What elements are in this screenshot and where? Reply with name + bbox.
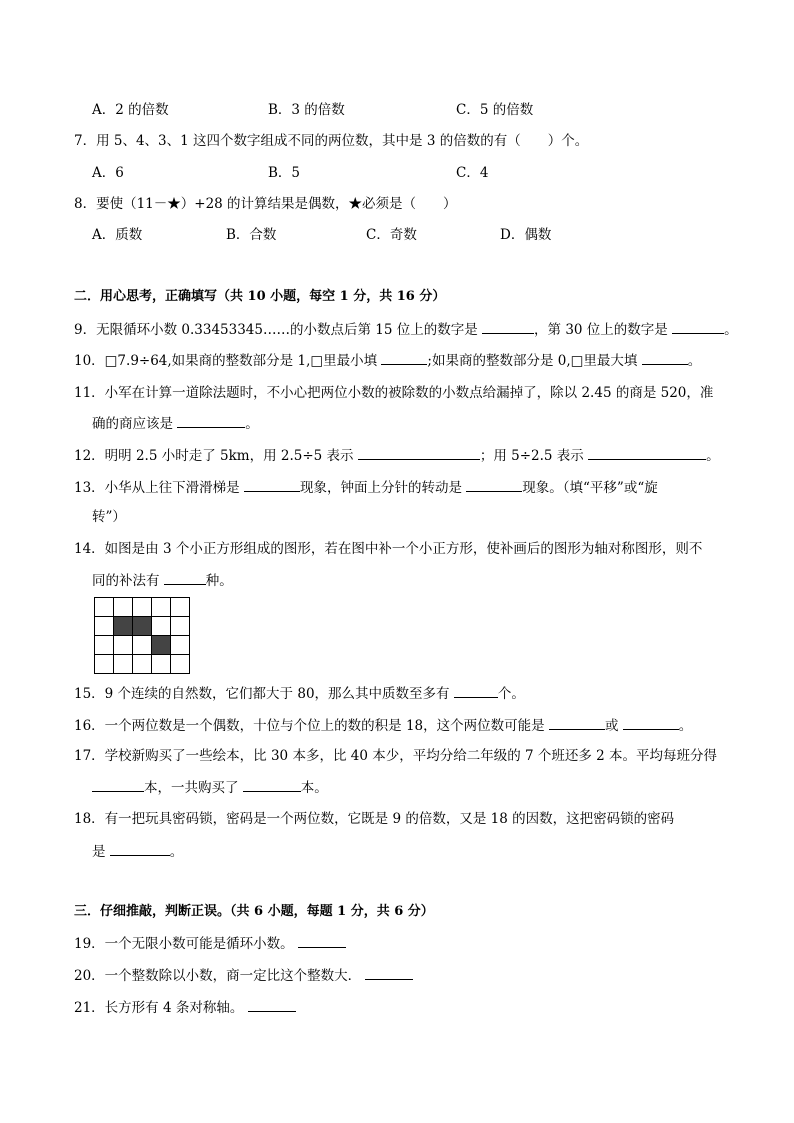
q9 [74, 320, 738, 339]
q9-part-a: 9．无限循环小数 0.33453345……的小数点后第 15 位上的数字是 [74, 322, 478, 338]
q17-line-2 [92, 778, 328, 797]
q13-blank-2[interactable] [466, 478, 522, 492]
grid-cell [152, 617, 171, 636]
q20 [74, 966, 413, 985]
section-2-heading: 二．用心思考，正确填写（共 10 小题，每空 1 分，共 16 分） [74, 289, 446, 304]
q19-blank[interactable] [298, 934, 346, 948]
q18-line-2 [92, 842, 183, 861]
q17-line-1: 17．学校新购买了一些绘本，比 30 本多，比 40 本少，平均分给二年级的 7 个班还多 2 本。平均每班分得 [74, 748, 718, 764]
grid-cell-filled [133, 617, 152, 636]
grid-cell [95, 617, 114, 636]
grid-cell [133, 598, 152, 617]
grid-cell [114, 598, 133, 617]
q13-line-1 [74, 478, 658, 497]
grid-cell-filled [114, 617, 133, 636]
q19 [74, 934, 346, 953]
q14-part-b: 种。 [205, 573, 233, 589]
q14-grid-figure [94, 597, 190, 674]
q7-option-c: C．4 [456, 165, 489, 181]
grid-cell [95, 598, 114, 617]
q18-blank[interactable] [110, 842, 170, 856]
q6-option-c: C．5 的倍数 [456, 102, 534, 118]
q11-blank[interactable] [177, 414, 245, 428]
grid-cell [171, 617, 190, 636]
grid-cell [171, 636, 190, 655]
q12-part-a: 12．明明 2.5 小时走了 5km，用 2.5÷5 表示 [74, 448, 354, 464]
q10 [74, 351, 701, 370]
q13-part-b: 现象，钟面上分针的转动是 [299, 480, 462, 496]
q12-part-b: ；用 5÷2.5 表示 [479, 448, 584, 464]
q15-blank[interactable] [454, 684, 498, 698]
q8-option-b: B．合数 [226, 227, 277, 243]
q16 [74, 716, 692, 735]
q12 [74, 446, 720, 465]
grid-cell [114, 636, 133, 655]
q14-part-a: 同的补法有 [92, 573, 160, 589]
grid-cell [171, 655, 190, 674]
q16-blank-1[interactable] [549, 716, 605, 730]
q13-blank-1[interactable] [244, 478, 300, 492]
q12-part-c: 。 [706, 448, 720, 464]
q13-part-a: 13．小华从上往下滑滑梯是 [74, 480, 240, 496]
q7-option-a: A．6 [92, 165, 124, 181]
q11-line-1: 11．小军在计算一道除法题时，不小心把两位小数的被除数的小数点给漏掉了，除以 2.45 的商是 520，准 [74, 385, 714, 401]
q10-part-c: 。 [687, 353, 702, 369]
q20-text: 20．一个整数除以小数，商一定比这个整数大． [74, 968, 362, 984]
q16-part-b: 或 [604, 718, 619, 734]
q6-option-b: B．3 的倍数 [268, 102, 345, 118]
q15 [74, 684, 525, 703]
grid-cell [171, 598, 190, 617]
q17-part-b: 本。 [300, 780, 328, 796]
q15-part-b: 个。 [497, 686, 525, 702]
q6-option-a: A．2 的倍数 [92, 102, 169, 118]
q16-part-c: 。 [678, 718, 693, 734]
q10-blank-2[interactable] [642, 351, 688, 365]
q9-blank-2[interactable] [672, 320, 724, 334]
q12-blank-1[interactable] [358, 446, 480, 460]
q7-text: 7．用 5、4、3、1 这四个数字组成不同的两位数，其中是 3 的倍数的有（ ）个。 [74, 133, 589, 149]
q8-text: 8．要使（11－★）+28 的计算结果是偶数，★必须是（ ） [74, 196, 457, 212]
q17-blank-1[interactable] [92, 778, 144, 792]
q9-blank-1[interactable] [482, 320, 534, 334]
q21-text: 21．长方形有 4 条对称轴。 [74, 1000, 244, 1016]
q11-part-b: 。 [245, 416, 259, 432]
q11-line-2 [92, 414, 259, 433]
q13-line-2: 转”） [92, 509, 126, 525]
q14-line-2 [92, 571, 233, 590]
q18-part-a: 是 [92, 844, 106, 860]
grid-cell-filled [152, 636, 171, 655]
q14-line-1: 14．如图是由 3 个小正方形组成的图形，若在图中补一个小正方形，使补画后的图形为轴对称图形，则不 [74, 541, 703, 557]
q16-part-a: 16．一个两位数是一个偶数，十位与个位上的数的积是 18，这个两位数可能是 [74, 718, 545, 734]
q9-part-b: ，第 30 位上的数字是 [534, 322, 668, 338]
q15-part-a: 15．9 个连续的自然数，它们都大于 80，那么其中质数至多有 [74, 686, 450, 702]
q17-part-a: 本，一共购买了 [144, 780, 239, 796]
q8-option-a: A．质数 [92, 227, 143, 243]
grid-cell [95, 655, 114, 674]
q9-part-c: 。 [724, 322, 738, 338]
q12-blank-2[interactable] [588, 446, 706, 460]
grid-cell [152, 655, 171, 674]
q20-blank[interactable] [365, 966, 413, 980]
q18-part-b: 。 [169, 844, 184, 860]
q10-part-a: 10．□7.9÷64,如果商的整数部分是 1,□里最小填 [74, 353, 378, 369]
q11-part-a: 确的商应该是 [92, 416, 173, 432]
q8-option-c: C．奇数 [366, 227, 417, 243]
q7-option-b: B．5 [268, 165, 301, 181]
section-3-heading: 三．仔细推敲，判断正误。（共 6 小题，每题 1 分，共 6 分） [74, 904, 434, 919]
q14-blank[interactable] [164, 571, 206, 585]
q10-blank-1[interactable] [381, 351, 427, 365]
q10-part-b: ;如果商的整数部分是 0,□里最大填 [427, 353, 638, 369]
q18-line-1: 18．有一把玩具密码锁，密码是一个两位数，它既是 9 的倍数，又是 18 的因数，这把密码锁的密码 [74, 811, 675, 827]
q17-blank-2[interactable] [243, 778, 301, 792]
grid-cell [133, 655, 152, 674]
grid-cell [152, 598, 171, 617]
q19-text: 19．一个无限小数可能是循环小数。 [74, 936, 294, 952]
q21 [74, 998, 296, 1017]
q16-blank-2[interactable] [623, 716, 679, 730]
grid-cell [95, 636, 114, 655]
q8-option-d: D．偶数 [500, 227, 552, 243]
grid-cell [114, 655, 133, 674]
q13-part-c: 现象。（填“平移”或“旋 [522, 480, 658, 496]
q21-blank[interactable] [248, 998, 296, 1012]
grid-cell [133, 636, 152, 655]
